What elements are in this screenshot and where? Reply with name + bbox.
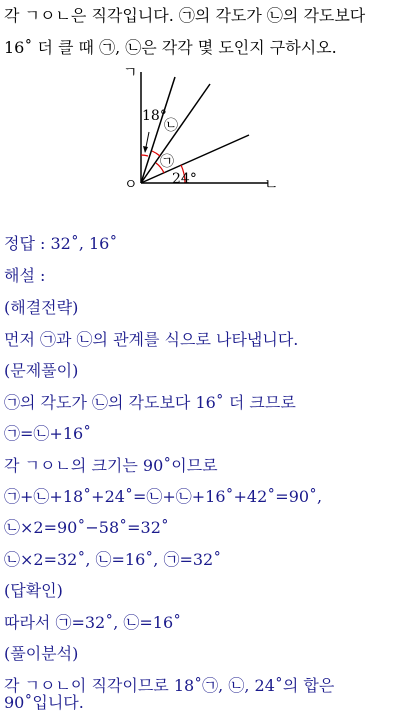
arc-b — [152, 151, 160, 156]
solve-line-4: ㉠+㉡+18˚+24˚=㉡+㉡+16˚+42˚=90˚, — [4, 487, 323, 506]
analysis-line-1: 각 ㄱㅇㄴ이 직각이므로 18˚㉠, ㉡, 24˚의 합은 — [4, 676, 335, 695]
marker-b: ㉡ — [164, 118, 178, 134]
problem-line-2: 16˚ 더 클 때 ㉠, ㉡은 각각 몇 도인지 구하시오. — [4, 38, 337, 57]
analysis-line-2: 90˚입니다. — [4, 693, 84, 712]
strategy-text: 먼저 ㉠과 ㉡의 관계를 식으로 나타냅니다. — [4, 330, 299, 349]
label-origin: ㅇ — [124, 177, 138, 193]
answer-line: 정답 : 32˚, 16˚ — [4, 234, 118, 253]
label-right: ㄴ — [264, 175, 279, 193]
problem-line-1: 각 ㄱㅇㄴ은 직각입니다. ㉠의 각도가 ㉡의 각도보다 — [4, 6, 366, 25]
angle-label-18: 18° — [142, 108, 167, 124]
marker-a: ㉠ — [160, 154, 174, 170]
solve-heading: (문제풀이) — [4, 361, 79, 380]
solve-line-6: ㉡×2=32˚, ㉡=16˚, ㉠=32˚ — [4, 550, 222, 569]
check-heading: (답확인) — [4, 581, 63, 600]
analysis-heading: (풀이분석) — [4, 644, 79, 663]
angle-label-24: 24° — [172, 171, 197, 187]
label-top: ㄱ — [123, 63, 138, 81]
angle-figure — [0, 60, 400, 200]
check-text: 따라서 ㉠=32˚, ㉡=16˚ — [4, 613, 182, 632]
solve-line-2: ㉠=㉡+16˚ — [4, 424, 92, 443]
solve-line-5: ㉡×2=90˚−58˚=32˚ — [4, 518, 169, 537]
strategy-heading: (해결전략) — [4, 298, 79, 317]
solve-line-3: 각 ㄱㅇㄴ의 크기는 90˚이므로 — [4, 456, 218, 475]
explain-label: 해설 : — [4, 266, 46, 285]
solve-line-1: ㉠의 각도가 ㉡의 각도보다 16˚ 더 크므로 — [4, 393, 296, 412]
arc-18 — [141, 155, 148, 156]
arrow-18-head — [143, 146, 148, 153]
